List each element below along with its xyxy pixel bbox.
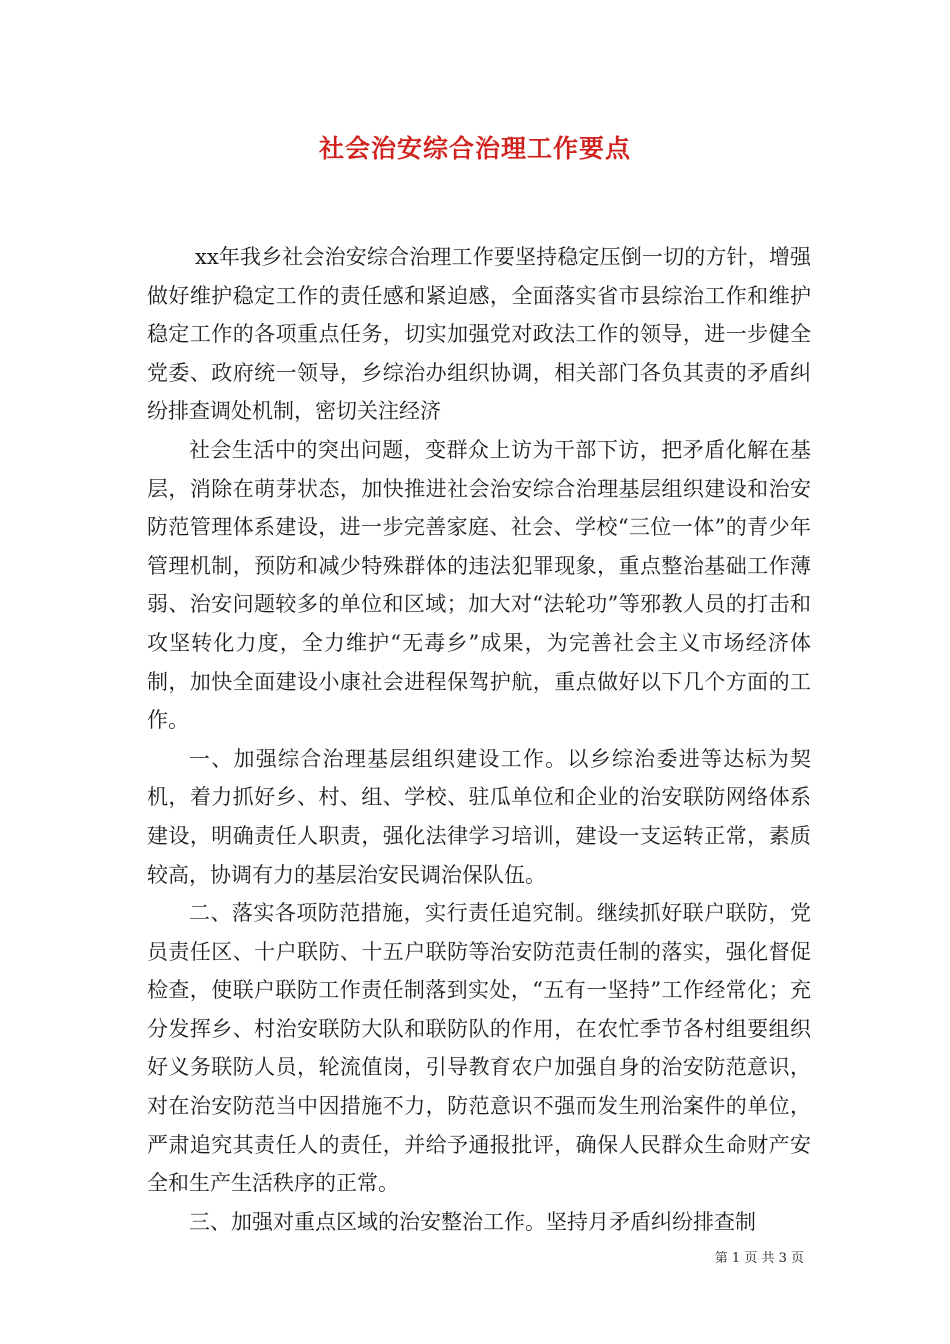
paragraph-3: 一、加强综合治理基层组织建设工作。以乡综治委进等达标为契机，着力抓好乡、村、组、学校、驻瓜单位和企业的治安联防网络体系建设，明确责任人职责，强化法律学习培训，建设一支运转正常，素质较高，协调有力的基层治安民调治保队伍。 <box>147 746 811 887</box>
document-title: 社会治安综合治理工作要点 <box>318 134 631 163</box>
paragraph-5: 三、加强对重点区域的治安整治工作。坚持月矛盾纠纷排查制 <box>189 1209 756 1234</box>
paragraph-2: 社会生活中的突出问题，变群众上访为干部下访，把矛盾化解在基层，消除在萌芽状态，加快推进社会治安综合治理基层组织建设和治安防范管理体系建设，进一步完善家庭、社会、学校“三位一体”的青少年管理机制，预防和减少特殊群体的违法犯罪现象，重点整治基础工作薄弱、治安问题较多的单位和区域；加大对“法轮功”等邪教人员的打击和攻坚转化力度，全力维护“无毒乡”成果，为完善社会主义市场经济体制，加快全面建设小康社会进程保驾护航，重点做好以下几个方面的工作。 <box>147 437 811 733</box>
page-number: 第 1 页 共 3 页 <box>714 1251 804 1266</box>
paragraph-1: xx年我乡社会治安综合治理工作要坚持稳定压倒一切的方针，增强做好维护稳定工作的责任感和紧迫感，全面落实省市县综治工作和维护稳定工作的各项重点任务，切实加强党对政法工作的领导，进一步健全党委、政府统一领导，乡综治办组织协调，相关部门各负其责的矛盾纠纷排查调处机制，密切关注经济 <box>147 245 811 424</box>
document-body <box>147 238 811 1241</box>
paragraph-4: 二、落实各项防范措施，实行责任追究制。继续抓好联户联防，党员责任区、十户联防、十五户联防等治安防范责任制的落实，强化督促检查，使联户联防工作责任制落到实处，“五有一坚持”工作经常化；充分发挥乡、村治安联防大队和联防队的作用，在农忙季节各村组要组织好义务联防人员，轮流值岗，引导教育农户加强自身的治安防范意识，对在治安防范当中因措施不力，防范意识不强而发生刑治案件的单位，严肃追究其责任人的责任，并给予通报批评，确保人民群众生命财产安全和生产生活秩序的正常。 <box>147 901 811 1196</box>
